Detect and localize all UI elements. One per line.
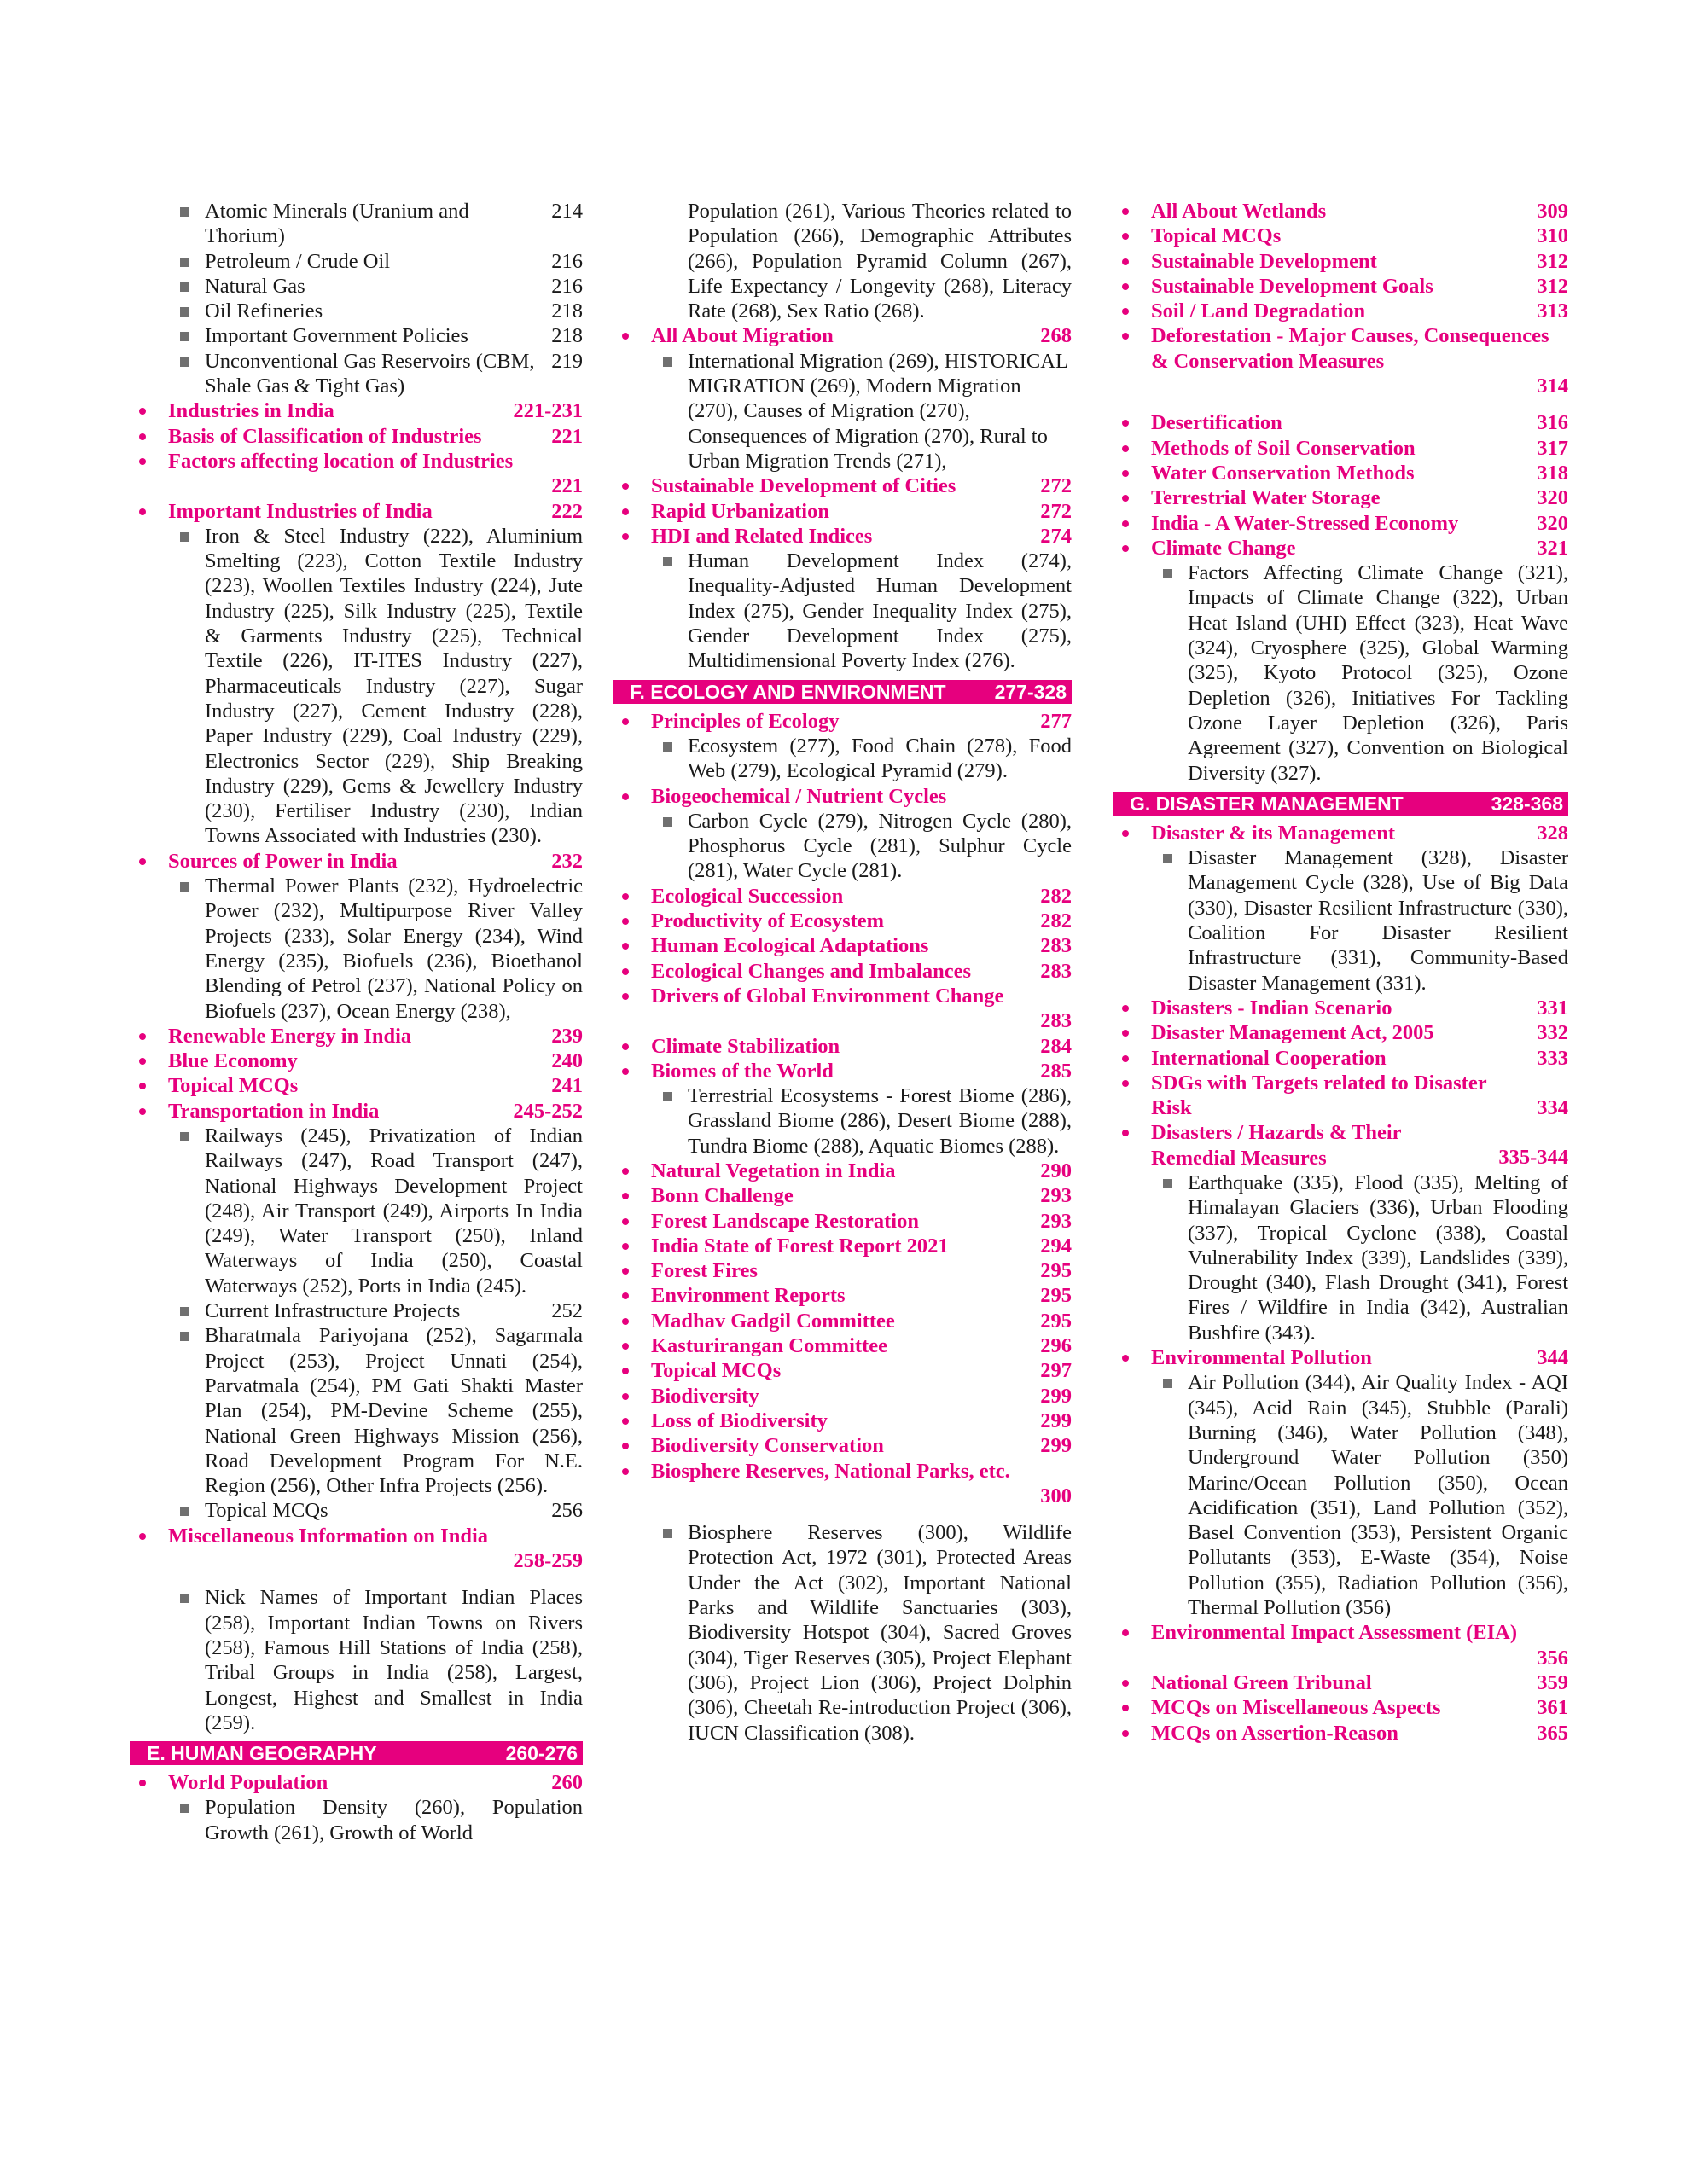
subentry-migration-details[interactable]: International Migration (269), HISTORICAL MIGRATION (269), Modern Migration (270), Causes of Migration (270), Consequences of Migration (270), Rural to Urban Migration Trends (271), [613,349,1072,473]
entry-desertification[interactable]: 316 Desertification [1113,410,1568,435]
entry-drivers[interactable]: Drivers of Global Environment Change [613,984,1072,1008]
entry-ngt[interactable]: 359 National Green Tribunal [1113,1670,1568,1695]
page-number: 314 [1537,375,1568,398]
subentry-govt-policies[interactable]: 218 Important Government Policies [130,323,583,348]
subentry-natural-gas[interactable]: 216 Natural Gas [130,274,583,299]
column-2 [613,199,1072,1745]
entry-forest-fires[interactable]: 295 Forest Fires [613,1258,1072,1283]
entry-eia[interactable]: Environmental Impact Assessment (EIA) [1113,1620,1568,1645]
entry-biogeochemical[interactable]: Biogeochemical / Nutrient Cycles [613,784,1072,809]
entry-env-reports[interactable]: 295 Environment Reports [613,1283,1072,1308]
entry-transportation[interactable]: 245-252 Transportation in India [130,1099,583,1124]
entry-topical-mcqs[interactable]: 297 Topical MCQs [613,1358,1072,1383]
subentry-petroleum[interactable]: 216 Petroleum / Crude Oil [130,249,583,274]
subentry-industries-details[interactable]: Iron & Steel Industry (222), Aluminium Smelting (223), Cotton Textile Industry (223), Woollen Textiles Industry (224), Jute Industry (225), Silk Industry (225), Textile & Garments Industry (225), Technical Textile (226), IT-ITES Industry (227), Pharmaceuticals Industry (227), Sugar Industry (227), Cement Industry (228), Paper Industry (229), Coal Industry (229), Electronics Sector (229), Ship Breaking Industry (229), Gems & Jewellery Industry (230), Fertiliser Industry (230), Indian Towns Associated with Industries (230). [130,524,583,849]
entry-miscellaneous[interactable]: Miscellaneous Information on India [130,1524,583,1548]
entry-kasturirangan[interactable]: 296 Kasturirangan Committee [613,1333,1072,1358]
subentry-oil-refineries[interactable]: 218 Oil Refineries [130,299,583,323]
entry-principles-ecology[interactable]: 277 Principles of Ecology [613,709,1072,734]
entry-dm-act[interactable]: 332 Disaster Management Act, 2005 [1113,1020,1568,1045]
entry-biodiversity[interactable]: 299 Biodiversity [613,1384,1072,1409]
entry-ecological-changes[interactable]: 283 Ecological Changes and Imbalances [613,959,1072,984]
subentry-biomes-details[interactable]: Terrestrial Ecosystems - Forest Biome (286), Grassland Biome (286), Desert Biome (288), Tundra Biome (288), Aquatic Biomes (288). [613,1083,1072,1159]
entry-biodiversity-conservation[interactable]: 299 Biodiversity Conservation [613,1433,1072,1458]
entry-climate-stabilization[interactable]: 284 Climate Stabilization [613,1034,1072,1059]
column-3 [1113,199,1568,1745]
entry-productivity[interactable]: 282 Productivity of Ecosystem [613,909,1072,933]
entry-disaster-management[interactable]: 328 Disaster & its Management [1113,821,1568,845]
subentry-population-details[interactable]: Population Density (260), Population Growth (261), Growth of World [130,1795,583,1845]
entry-renewable-energy[interactable]: 239 Renewable Energy in India [130,1024,583,1048]
page-number: 283 [1040,1009,1072,1033]
column-1 [130,199,583,1845]
entry-bonn-challenge[interactable]: 293 Bonn Challenge [613,1183,1072,1208]
entry-hdi[interactable]: 274 HDI and Related Indices [613,524,1072,549]
entry-sustainable-cities[interactable]: 272 Sustainable Development of Cities [613,473,1072,498]
entry-basis-classification[interactable]: 221 Basis of Classification of Industries [130,424,583,449]
entry-topical-mcqs[interactable]: 310 Topical MCQs [1113,224,1568,248]
page-number: 221 [551,474,583,498]
subentry-bharatmala[interactable]: Bharatmala Pariyojana (252), Sagarmala Project (253), Project Unnati (254), Parvatmala (254), PM Gati Shakti Master Plan (254), PM-Devine Scheme (255), National Green Highways Mission (256), Road Development Program For N.E. Region (256), Other Infra Projects (256). [130,1323,583,1498]
subentry-cycles-details[interactable]: Carbon Cycle (279), Nitrogen Cycle (280), Phosphorus Cycle (281), Sulphur Cycle (281), Water Cycle (281). [613,809,1072,884]
entry-forest-landscape[interactable]: 293 Forest Landscape Restoration [613,1209,1072,1234]
entry-sdgs[interactable]: 312 Sustainable Development Goals [1113,274,1568,299]
subentry-biosphere-details[interactable]: Biosphere Reserves (300), Wildlife Protection Act, 1972 (301), Protected Areas Under the Act (302), Important National Parks and Wildlife Sanctuaries (303), Biodiversity Hotspot (304), Sacred Groves (304), Tiger Reserves (305), Project Elephant (306), Project Lion (306), Project Dolphin (306), Cheetah Re-introduction Project (306), IUCN Classification (308). [613,1520,1072,1745]
entry-international-cooperation[interactable]: 333 International Cooperation [1113,1046,1568,1071]
entry-sdg-targets[interactable]: 334 SDGs with Targets related to Disaster Risk [1113,1071,1568,1121]
section-header-e[interactable]: E. HUMAN GEOGRAPHY 260-276 [130,1741,583,1765]
entry-env-pollution[interactable]: 344 Environmental Pollution [1113,1345,1568,1370]
entry-rapid-urbanization[interactable]: 272 Rapid Urbanization [613,499,1072,524]
entry-biosphere[interactable]: Biosphere Reserves, National Parks, etc. [613,1459,1072,1484]
page-number: 356 [1537,1646,1568,1670]
entry-soil-degradation[interactable]: 313 Soil / Land Degradation [1113,299,1568,323]
entry-hazards[interactable]: 335-344 Disasters / Hazards & Their Remedial Measures [1113,1120,1568,1170]
entry-natural-vegetation[interactable]: 290 Natural Vegetation in India [613,1159,1072,1183]
entry-sources-power[interactable]: 232 Sources of Power in India [130,849,583,874]
subentry-atomic-minerals[interactable]: 214 Atomic Minerals (Uranium and Thorium) [130,199,583,249]
entry-loss-biodiversity[interactable]: 299 Loss of Biodiversity [613,1409,1072,1433]
entry-industries-in-india[interactable]: 221-231 Industries in India [130,398,583,423]
entry-topical-mcqs[interactable]: 241 Topical MCQs [130,1073,583,1098]
entry-gadgil[interactable]: 295 Madhav Gadgil Committee [613,1309,1072,1333]
subentry-transport-details[interactable]: Railways (245), Privatization of Indian Railways (247), Road Transport (247), National Highways Development Project (248), Air Transport (249), Airports In India (249), Water Transport (250), Inland Waterways of India (250), Coastal Waterways (252), Ports in India (245). [130,1124,583,1298]
entry-biomes[interactable]: 285 Biomes of the World [613,1059,1072,1083]
subentry-pollution-details[interactable]: Air Pollution (344), Air Quality Index - AQI (345), Acid Rain (345), Stubble (Parali) Burning (346), Water Pollution (348), Underground Water Pollution (350) Marine/Ocean Pollution (350), Ocean Acidification (351), Land Pollution (352), Basel Convention (353), Persistent Organic Pollutants (353), E-Waste (354), Noise Pollution (355), Radiation Pollution (356), Thermal Pollution (356) [1113,1370,1568,1620]
subentry-hdi-details[interactable]: Human Development Index (274), Inequality-Adjusted Human Development Index (275), Gender Inequality Index (275), Gender Development Index (275), Multidimensional Poverty Index (276). [613,549,1072,673]
entry-climate-change[interactable]: 321 Climate Change [1113,536,1568,561]
entry-sustainable-development[interactable]: 312 Sustainable Development [1113,249,1568,274]
subentry-misc-details[interactable]: Nick Names of Important Indian Places (258), Important Indian Towns on Rivers (258), Famous Hill Stations of India (258), Tribal Groups in India (258), Largest, Longest, Highest and Smallest in India (259). [130,1585,583,1735]
subentry-climate-details[interactable]: Factors Affecting Climate Change (321), Impacts of Climate Change (322), Urban Heat Island (UHI) Effect (323), Heat Wave (324), Cryosphere (325), Global Warming (325), Kyoto Protocol (325), Ozone Depletion (326), Initiatives For Tackling Ozone Layer Depletion (326), Paris Agreement (327), Convention on Biological Diversity (327). [1113,561,1568,786]
subentry-power-details[interactable]: Thermal Power Plants (232), Hydroelectric Power (232), Multipurpose River Valley Projects (233), Solar Energy (234), Wind Energy (235), Biofuels (236), Bioethanol Blending of Petrol (237), National Policy on Biofuels (237), Ocean Energy (238), [130,874,583,1024]
entry-soil-conservation[interactable]: 317 Methods of Soil Conservation [1113,436,1568,461]
entry-mcq-misc[interactable]: 361 MCQs on Miscellaneous Aspects [1113,1695,1568,1720]
subentry-hazards-details[interactable]: Earthquake (335), Flood (335), Melting of Himalayan Glaciers (336), Urban Flooding (337), Tropical Cyclone (338), Coastal Vulnerability Index (339), Landslides (339), Drought (340), Flash Drought (341), Forest Fires / Wildfire in India (342), Australian Bushfire (343). [1113,1170,1568,1345]
section-header-g[interactable]: G. DISASTER MANAGEMENT 328-368 [1113,792,1568,816]
entry-world-population[interactable]: 260 World Population [130,1770,583,1795]
population-details-continued: Population (261), Various Theories related to Population (266), Demographic Attributes (266), Population Pyramid Column (267), Life Expectancy / Longevity (268), Literacy Rate (268), Sex Ratio (268). [688,200,1072,323]
subentry-topical-mcqs[interactable]: 256 Topical MCQs [130,1498,583,1523]
page-number: 300 [1040,1484,1072,1507]
entry-terrestrial-water[interactable]: 320 Terrestrial Water Storage [1113,485,1568,510]
entry-deforestation[interactable]: Deforestation - Major Causes, Consequences & Conservation Measures [1113,323,1568,374]
entry-blue-economy[interactable]: 240 Blue Economy [130,1048,583,1073]
entry-factors-location[interactable]: Factors affecting location of Industries [130,449,583,473]
entry-water-conservation[interactable]: 318 Water Conservation Methods [1113,461,1568,485]
entry-mcq-assertion[interactable]: 365 MCQs on Assertion-Reason [1113,1721,1568,1745]
entry-important-industries[interactable]: 222 Important Industries of India [130,499,583,524]
entry-migration[interactable]: 268 All About Migration [613,323,1072,348]
section-header-f[interactable]: F. ECOLOGY AND ENVIRONMENT 277-328 [613,680,1072,704]
subentry-disaster-details[interactable]: Disaster Management (328), Disaster Management Cycle (328), Use of Big Data (330), Disaster Resilient Infrastructure (330), Coalition For Disaster Resilient Infrastructure (331), Community-Based Disaster Management (331). [1113,845,1568,996]
entry-indian-scenario[interactable]: 331 Disasters - Indian Scenario [1113,996,1568,1020]
subentry-ecology-details[interactable]: Ecosystem (277), Food Chain (278), Food Web (279), Ecological Pyramid (279). [613,734,1072,784]
page-number: 258-259 [513,1549,583,1573]
entry-ecological-succession[interactable]: 282 Ecological Succession [613,884,1072,909]
entry-human-adaptations[interactable]: 283 Human Ecological Adaptations [613,933,1072,958]
entry-water-stressed[interactable]: 320 India - A Water-Stressed Economy [1113,511,1568,536]
entry-wetlands[interactable]: 309 All About Wetlands [1113,199,1568,224]
subentry-unconventional-gas[interactable]: 219 Unconventional Gas Reservoirs (CBM, Shale Gas & Tight Gas) [130,349,583,399]
subentry-current-infra[interactable]: 252 Current Infrastructure Projects [130,1298,583,1323]
entry-isfr[interactable]: 294 India State of Forest Report 2021 [613,1234,1072,1258]
